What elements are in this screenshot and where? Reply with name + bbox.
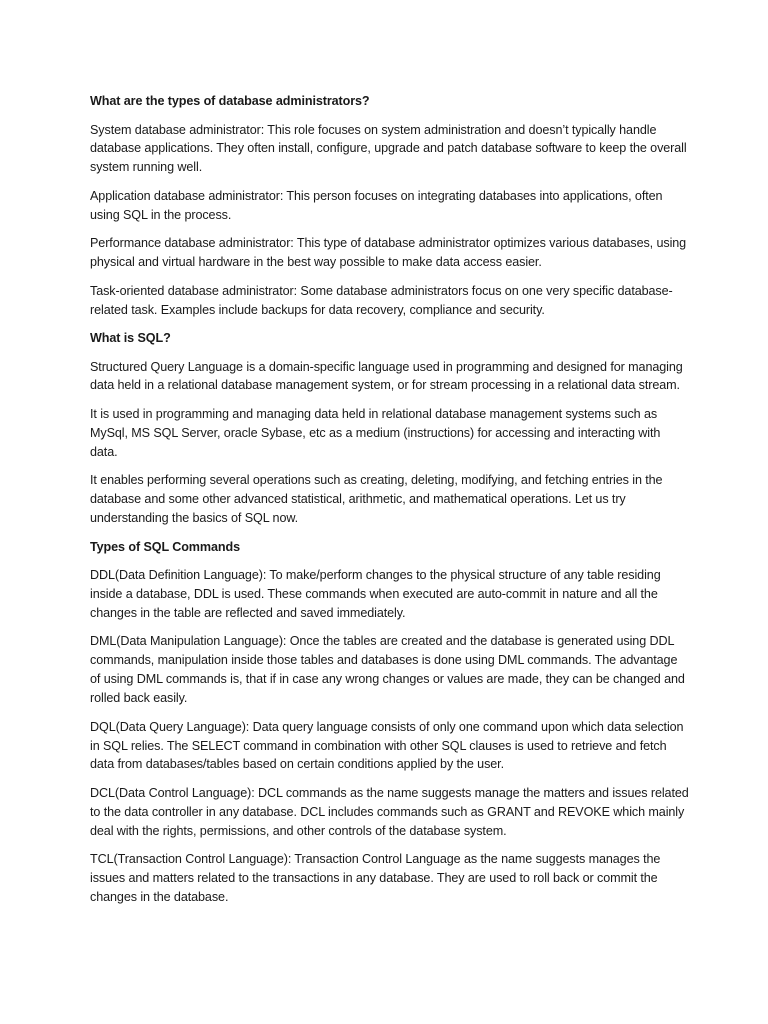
heading-what-is-sql: What is SQL? <box>90 331 171 346</box>
paragraph: Structured Query Language is a domain-specific language used in programming and designed for managing data held in a relational database management system, or for stream processing in a relational data stream. <box>90 359 683 393</box>
paragraph: Performance database administrator: This type of database administrator optimizes various databases, using physical and virtual hardware in the best way possible to make data access easier. <box>90 236 687 270</box>
paragraph: DCL(Data Control Language): DCL commands as the name suggests manage the matters and issues related to the data controller in any database. DCL includes commands such as GRANT and REVOKE which mainly deal with the rights, permissions, and other controls of the database system. <box>90 785 689 838</box>
paragraph: System database administrator: This role focuses on system administration and doesn’t typically handle database applications. They often install, configure, upgrade and patch database software to keep the overall system running well. <box>90 122 687 175</box>
document-body <box>90 92 690 917</box>
paragraph: It is used in programming and managing data held in relational database management systems such as MySql, MS SQL Server, oracle Sybase, etc as a medium (instructions) for accessing and interacting with data. <box>90 406 661 459</box>
paragraph: Task-oriented database administrator: Some database administrators focus on one very specific database-related task. Examples include backups for data recovery, compliance and security. <box>90 283 673 317</box>
paragraph: TCL(Transaction Control Language): Transaction Control Language as the name suggests manages the issues and matters related to the transactions in any database. They are used to roll back or commit the changes in the database. <box>90 852 661 905</box>
paragraph: DQL(Data Query Language): Data query language consists of only one command upon which data selection in SQL relies. The SELECT command in combination with other SQL clauses is used to retrieve and fetch data from databases/tables based on certain conditions applied by the user. <box>90 719 684 772</box>
paragraph: DML(Data Manipulation Language): Once the tables are created and the database is generated using DDL commands, manipulation inside those tables and databases is done using DML commands. The advantage of using DML commands is, that if in case any wrong changes or values are made, they can be changed and rolled back easily. <box>90 634 685 706</box>
paragraph: DDL(Data Definition Language): To make/perform changes to the physical structure of any table residing inside a database, DDL is used. These commands when executed are auto-commit in nature and all the changes in the table are reflected and saved immediately. <box>90 568 661 620</box>
paragraph: It enables performing several operations such as creating, deleting, modifying, and fetching entries in the database and some other advanced statistical, arithmetic, and mathematical operations. Let us try understanding the basics of SQL now. <box>90 473 663 526</box>
heading-dba-types: What are the types of database administrators? <box>90 94 370 108</box>
paragraph: Application database administrator: This person focuses on integrating databases into applications, often using SQL in the process. <box>90 188 663 222</box>
heading-sql-command-types: Types of SQL Commands <box>90 539 240 554</box>
